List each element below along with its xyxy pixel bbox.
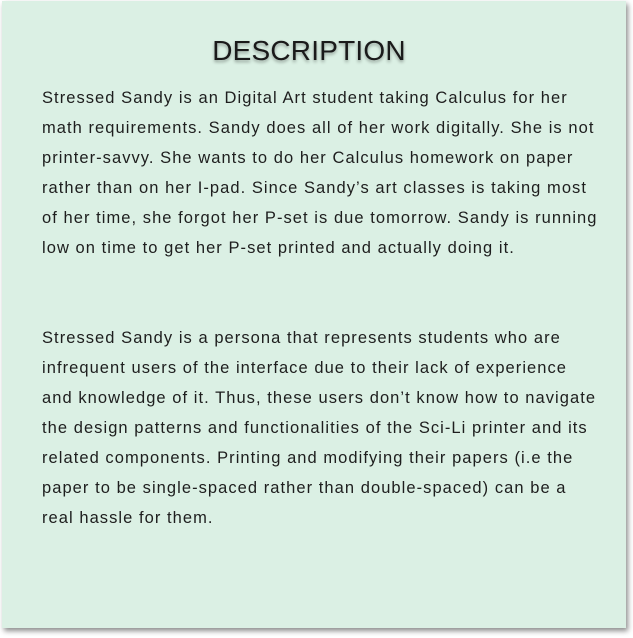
description-title: DESCRIPTION [212, 35, 406, 66]
persona-summary-paragraph: Stressed Sandy is a persona that represents students who are infrequent users of the interface due to their lack of experience and knowledge of it. Thus, these users don’t know how to navigate the design patterns and functionalities of the Sci-Li printer and its related components. Printing and modifying their papers (i.e the paper to be single-spaced rather than double-spaced) can be a real hassle for them. [42, 329, 597, 527]
description-card [2, 1, 626, 628]
persona-scenario-paragraph: Stressed Sandy is an Digital Art student taking Calculus for her math requirements. Sandy does all of her work digitally. She is not printer-savvy. She wants to do her Calculus homework on paper rather than on her I-pad. Since Sandy’s art classes is taking most of her time, she forgot her P-set is due tomorrow. Sandy is running low on time to get her P-set printed and actually doing it. [42, 89, 598, 257]
